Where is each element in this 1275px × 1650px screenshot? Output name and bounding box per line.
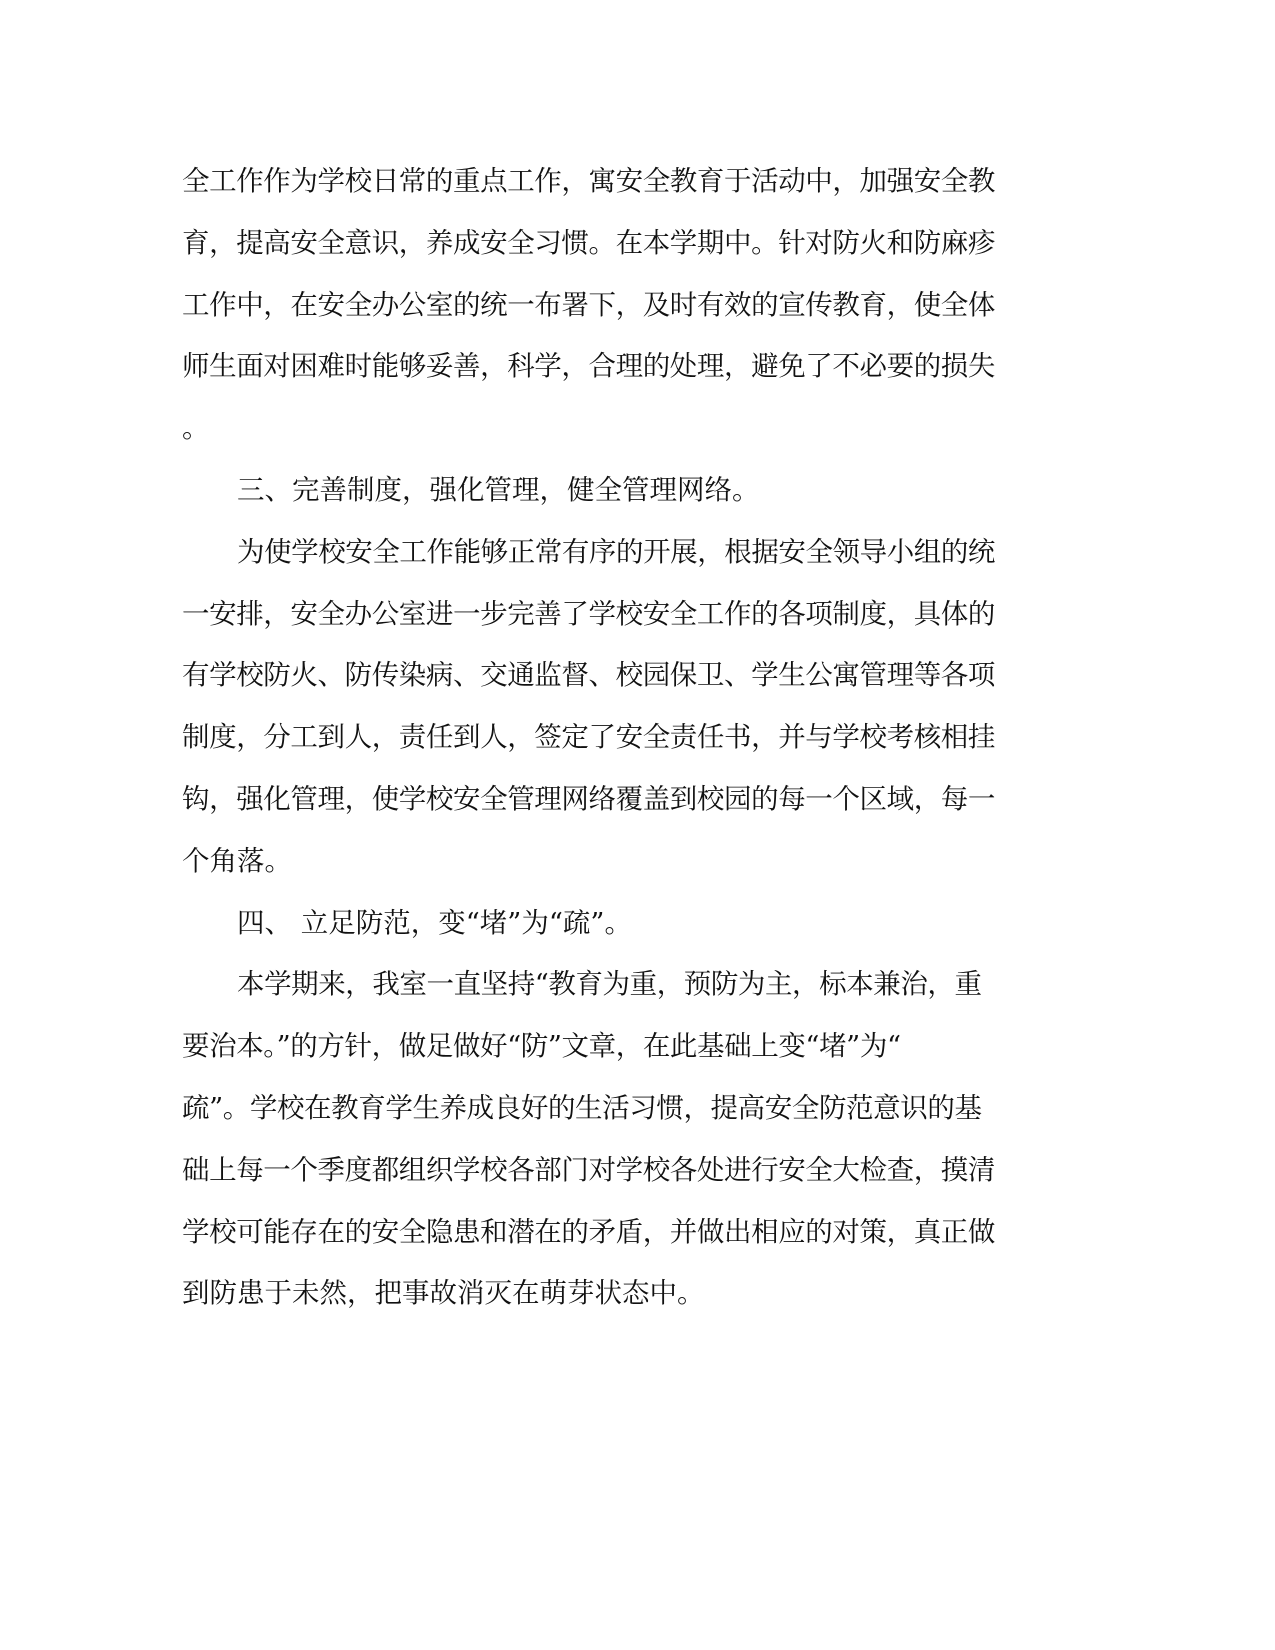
text-line: 到防患于未然，把事故消灭在萌芽状态中。 (182, 1277, 705, 1310)
text-line: 四、 立足防范，变“堵”为“疏”。 (237, 906, 632, 939)
text-line: 学校可能存在的安全隐患和潜在的矛盾，并做出相应的对策，真正做 (182, 1215, 995, 1248)
text-line: 有学校防火、防传染病、交通监督、校园保卫、学生公寓管理等各项 (182, 659, 995, 692)
document-page (182, 151, 1022, 1325)
text-line: 疏”。学校在教育学生养成良好的生活习惯，提高安全防范意识的基 (182, 1091, 982, 1124)
text-line: 要治本。”的方针，做足做好“防”文章，在此基础上变“堵”为“ (182, 1030, 901, 1063)
text-line: 育，提高安全意识，养成安全习惯。在本学期中。针对防火和防麻疹 (182, 226, 995, 259)
text-line: 础上每一个季度都组织学校各部门对学校各处进行安全大检查，摸清 (182, 1153, 995, 1186)
text-line: 工作中，在安全办公室的统一布署下，及时有效的宣传教育，使全体 (182, 288, 995, 321)
text-line: 一安排，安全办公室进一步完善了学校安全工作的各项制度，具体的 (182, 597, 995, 630)
text-line: 个角落。 (182, 844, 292, 877)
text-line: 钩，强化管理，使学校安全管理网络覆盖到校园的每一个区域，每一 (182, 782, 995, 815)
text-line: 三、完善制度，强化管理，健全管理网络。 (237, 473, 760, 506)
text-line: 师生面对困难时能够妥善，科学，合理的处理，避免了不必要的损失 (182, 350, 995, 383)
text-line: 全工作作为学校日常的重点工作，寓安全教育于活动中，加强安全教 (182, 165, 995, 197)
text-line: 。 (182, 412, 210, 445)
text-line: 本学期来，我室一直坚持“教育为重，预防为主，标本兼治，重 (237, 968, 982, 1001)
text-line: 为使学校安全工作能够正常有序的开展，根据安全领导小组的统 (237, 535, 995, 568)
text-line: 制度，分工到人，责任到人，签定了安全责任书，并与学校考核相挂 (182, 721, 995, 754)
